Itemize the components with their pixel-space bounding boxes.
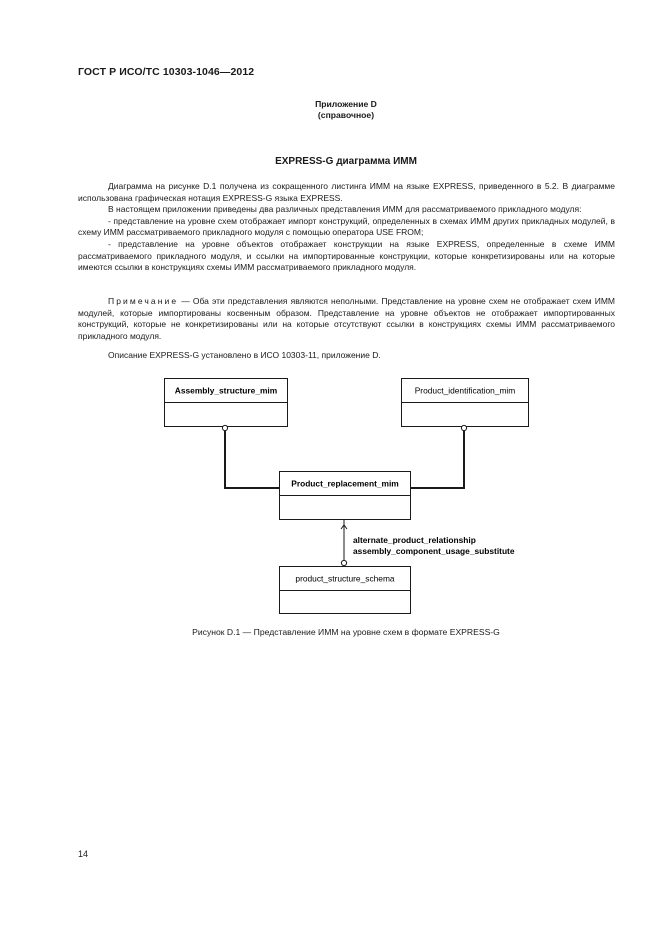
note-text: — Оба эти представления являются неполными. Представление на уровне схем не отображает схем ИММ модулей, которые импортированы косвенным образом. Представление на уровне объектов не отображает импортированных конструкций, которые не конкретизированы или на которые отсутствуют ссылки в конструкциях схемы ИММ рассматриваемого прикладного модуля. bbox=[78, 296, 615, 341]
label-assembly-structure: Assembly_structure_mim bbox=[174, 385, 278, 396]
figure-caption: Рисунок D.1 — Представление ИММ на уровне схем в формате EXPRESS-G bbox=[192, 627, 500, 637]
appendix-type: (справочное) bbox=[317, 110, 375, 120]
body-text bbox=[78, 181, 615, 274]
paragraph-5-wrap bbox=[78, 350, 615, 362]
paragraph-1: Диаграмма на рисунке D.1 получена из сокращенного листинга ИММ на языке EXPRESS, приведенного в 5.2. В диаграмме использована графическая нотация EXPRESS-G языка EXPRESS. bbox=[78, 181, 615, 203]
section-title: EXPRESS-G диаграмма ИММ bbox=[275, 156, 417, 167]
circle-marker-right bbox=[461, 425, 466, 430]
box-product-replacement bbox=[280, 472, 411, 520]
reference-label-1: alternate_product_relationship bbox=[353, 535, 476, 545]
page-number: 14 bbox=[78, 849, 89, 859]
paragraph-4: - представление на уровне объектов отображает конструкции на языке EXPRESS, определенные в схеме ИММ рассматриваемого прикладного модуля, и ссылки на импортированные конструкции, которые конкретизированы или на которые имеются ссылки в конструкциях схемы ИММ рассматриваемого прикладного модуля. bbox=[78, 238, 615, 273]
connector-right bbox=[411, 431, 464, 488]
paragraph-2: В настоящем приложении приведены два различных представления ИММ для рассматриваемого прикладного модуля: bbox=[108, 204, 582, 215]
document-id: ГОСТ Р ИСО/ТС 10303-1046—2012 bbox=[78, 66, 255, 78]
circle-marker-left bbox=[222, 425, 227, 430]
paragraph-5: Описание EXPRESS-G установлено в ИСО 10303-11, приложение D. bbox=[108, 350, 381, 360]
label-product-replacement: Product_replacement_mim bbox=[291, 478, 399, 489]
appendix-label: Приложение D bbox=[315, 99, 377, 109]
box-product-identification bbox=[402, 379, 529, 427]
label-product-structure-schema: product_structure_schema bbox=[295, 573, 395, 584]
circle-marker-bottom bbox=[341, 560, 346, 565]
note bbox=[78, 296, 615, 342]
box-assembly-structure bbox=[165, 379, 288, 427]
note-label: Примечание bbox=[108, 296, 179, 306]
paragraph-3: - представление на уровне схем отображает импорт конструкций, определенных в схемах ИММ других прикладных модулей, в схему ИММ рассматриваемого прикладного модуля с помощью оператора USE FROM; bbox=[78, 215, 615, 238]
label-product-identification: Product_identification_mim bbox=[414, 385, 516, 396]
reference-arrow-icon bbox=[341, 525, 347, 529]
reference-label-2: assembly_component_usage_substitute bbox=[353, 546, 515, 556]
box-product-structure-schema bbox=[280, 567, 411, 614]
connector-left bbox=[225, 431, 279, 488]
